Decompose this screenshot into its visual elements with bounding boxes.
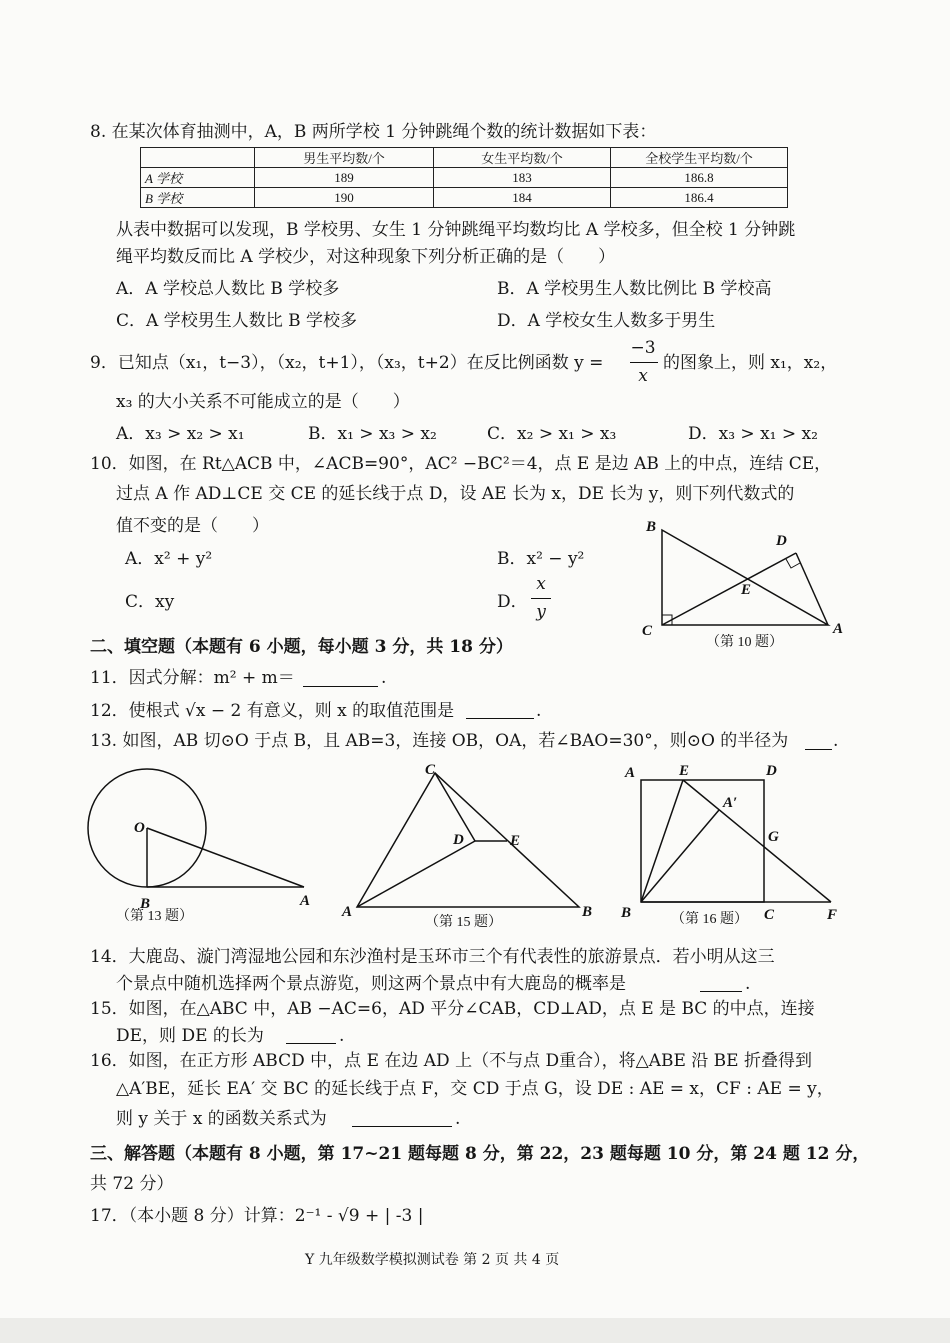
figure-10 (630, 515, 850, 655)
table-row (141, 188, 788, 208)
label-e: E (679, 763, 690, 779)
q13-blank (805, 749, 832, 750)
table-cell: 183 (434, 168, 611, 188)
label-e: E (510, 833, 521, 849)
figure-16 (615, 755, 855, 933)
q14-end: . (745, 974, 751, 994)
line-ad (357, 841, 475, 907)
q11-blank (303, 686, 378, 687)
label-e: E (741, 582, 752, 598)
table-cell: 186.8 (611, 168, 788, 188)
label-b: B (582, 904, 593, 920)
q12-blank (466, 718, 534, 719)
label-b: B (140, 896, 151, 912)
q11: 11．因式分解：m² + m＝ (90, 668, 295, 688)
stats-table (140, 147, 788, 208)
table-header-cell: 女生平均数/个 (434, 148, 611, 168)
section-2-heading: 二、填空题（本题有 6 小题，每小题 3 分，共 18 分） (90, 637, 513, 657)
label-c: C (642, 623, 653, 639)
q8-line2: 绳平均数反而比 A 学校少，对这种现象下列分析正确的是（ ） (116, 247, 616, 267)
section-3-heading: 三、解答题（本题有 8 小题，第 17~21 题每题 8 分，第 22，23 题每题 10 分，第 24 题 12 分， (90, 1144, 870, 1164)
q9-stem: 9．已知点（x₁，t−3），（x₂，t+1），（x₃，t+2）在反比例函数 y = (90, 353, 604, 373)
q14-line2: 个景点中随机选择两个景点游览，则这两个景点中有大鹿岛的概率是 (116, 974, 626, 994)
q14-line1: 14．大鹿岛、漩门湾湿地公园和东沙渔村是玉环市三个有代表性的旅游景点．若小明从这三 (90, 947, 775, 967)
q9-fraction-bar (630, 362, 658, 363)
table-cell: 190 (255, 188, 434, 208)
q9-option-c: C．x₂ > x₁ > x₃ (487, 424, 617, 444)
caption-13: （第 13 题） (116, 909, 193, 924)
table-header-cell: 男生平均数/个 (255, 148, 434, 168)
section-3-heading-cont: 共 72 分） (90, 1174, 174, 1194)
q9-fraction-denominator: x (638, 366, 648, 386)
q9-option-a: A．x₃ > x₂ > x₁ (116, 424, 245, 444)
q10-option-a: A．x² + y² (125, 549, 213, 569)
q10-option-d-bar (531, 598, 551, 599)
q12: 12．使根式 √x − 2 有意义，则 x 的取值范围是 (90, 701, 455, 721)
triangle-abc (357, 773, 579, 907)
label-b: B (621, 905, 632, 921)
label-b: B (646, 519, 657, 535)
label-g: G (768, 829, 779, 845)
caption-10: （第 10 题） (706, 635, 783, 650)
label-c: C (764, 907, 775, 923)
q8-option-a: A．A 学校总人数比 B 学校多 (116, 279, 340, 299)
q10-option-d-numerator: x (536, 574, 546, 594)
table-header-cell (141, 148, 255, 168)
label-a: A (625, 765, 636, 781)
line-oa (147, 828, 304, 887)
table-cell: 184 (434, 188, 611, 208)
q10-option-d-label: D． (497, 592, 528, 612)
q16-blank (352, 1126, 452, 1127)
line-ba2 (641, 810, 719, 902)
q10-line2: 过点 A 作 AD⊥CE 交 CE 的延长线于点 D，设 AE 长为 x，DE 长为 y，则下列代数式的 (116, 484, 795, 504)
q9-line2: x₃ 的大小关系不可能成立的是（ ） (116, 392, 410, 412)
q14-blank (700, 991, 742, 992)
label-o: O (134, 820, 145, 836)
label-a: A (300, 893, 311, 909)
label-d: D (766, 763, 777, 779)
caption-15: （第 15 题） (425, 915, 502, 930)
caption-16: （第 16 题） (671, 912, 748, 927)
square-abcd (641, 780, 764, 902)
q10-option-d-denominator: y (536, 602, 546, 622)
q13-end: . (833, 731, 839, 751)
q8-option-d: D．A 学校女生人数多于男生 (497, 311, 716, 331)
q10-line3: 值不变的是（ ） (116, 516, 269, 536)
q15-line2: DE，则 DE 的长为 (116, 1026, 264, 1046)
q11-end: . (381, 668, 387, 688)
label-c: C (425, 762, 436, 778)
line-ef (683, 780, 831, 902)
figure-13 (80, 765, 330, 930)
line-be (641, 780, 683, 902)
q9-option-d: D．x₃ > x₁ > x₂ (688, 424, 818, 444)
q8-stem: 8. 在某次体育抽测中，A，B 两所学校 1 分钟跳绳个数的统计数据如下表： (90, 122, 657, 142)
q8-option-c: C．A 学校男生人数比 B 学校多 (116, 311, 357, 331)
table-cell-school: A 学校 (141, 168, 255, 188)
label-d: D (453, 832, 464, 848)
label-a: A (833, 621, 844, 637)
table-header-row (141, 148, 788, 168)
table-row (141, 168, 788, 188)
figure-15 (335, 755, 600, 933)
q8-option-b: B．A 学校男生人数比例比 B 学校高 (497, 279, 772, 299)
q17: 17．（本小题 8 分）计算：2⁻¹ - √9 + | -3 | (90, 1206, 424, 1226)
table-cell: 189 (255, 168, 434, 188)
label-a: A (342, 904, 353, 920)
q16-line3: 则 y 关于 x 的函数关系式为 (116, 1109, 327, 1129)
right-angle-d (786, 559, 800, 568)
label-f: F (827, 907, 838, 923)
q10-option-b: B．x² − y² (497, 549, 585, 569)
q15-end: . (339, 1026, 345, 1046)
q15-blank (286, 1043, 336, 1044)
q15-line1: 15．如图，在△ABC 中，AB −AC=6，AD 平分∠CAB，CD⊥AD，点 E 是 BC 的中点，连接 (90, 999, 815, 1019)
q10-option-c: C．xy (125, 592, 175, 612)
q10-line1: 10．如图，在 Rt△ACB 中，∠ACB=90°，AC² −BC²＝4，点 E 是边 AB 上的中点，连结 CE， (90, 454, 832, 474)
q16-end: . (455, 1109, 461, 1129)
triangle-acb (662, 530, 828, 625)
line-cd (662, 553, 796, 625)
q16-line1: 16．如图，在正方形 ABCD 中，点 E 在边 AD 上（不与点 D重合），将△ABE 沿 BE 折叠得到 (90, 1051, 812, 1071)
line-da (796, 553, 828, 625)
label-a-prime: A′ (723, 795, 738, 811)
q13: 13. 如图，AB 切⊙O 于点 B，且 AB=3，连接 OB，OA，若∠BAO=30°，则⊙O 的半径为 (90, 731, 789, 751)
page-footer: Y 九年级数学模拟测试卷 第 2 页 共 4 页 (305, 1252, 560, 1268)
q8-line1: 从表中数据可以发现，B 学校男、女生 1 分钟跳绳平均数均比 A 学校多，但全校 1 分钟跳 (116, 220, 796, 240)
label-d: D (776, 533, 787, 549)
line-cd (435, 773, 475, 841)
table-cell-school: B 学校 (141, 188, 255, 208)
scan-shadow (0, 1318, 950, 1343)
q9-fraction-numerator: −3 (630, 338, 656, 358)
q9-option-b: B．x₁ > x₃ > x₂ (308, 424, 437, 444)
q12-end: . (536, 701, 542, 721)
q9-tail: 的图象上，则 x₁，x₂， (663, 353, 838, 373)
q16-line2: △A′BE，延长 EA′ 交 BC 的延长线于点 F，交 CD 于点 G，设 DE : AE = x，CF : AE = y， (116, 1079, 834, 1099)
table-header-cell: 全校学生平均数/个 (611, 148, 788, 168)
table-cell: 186.4 (611, 188, 788, 208)
